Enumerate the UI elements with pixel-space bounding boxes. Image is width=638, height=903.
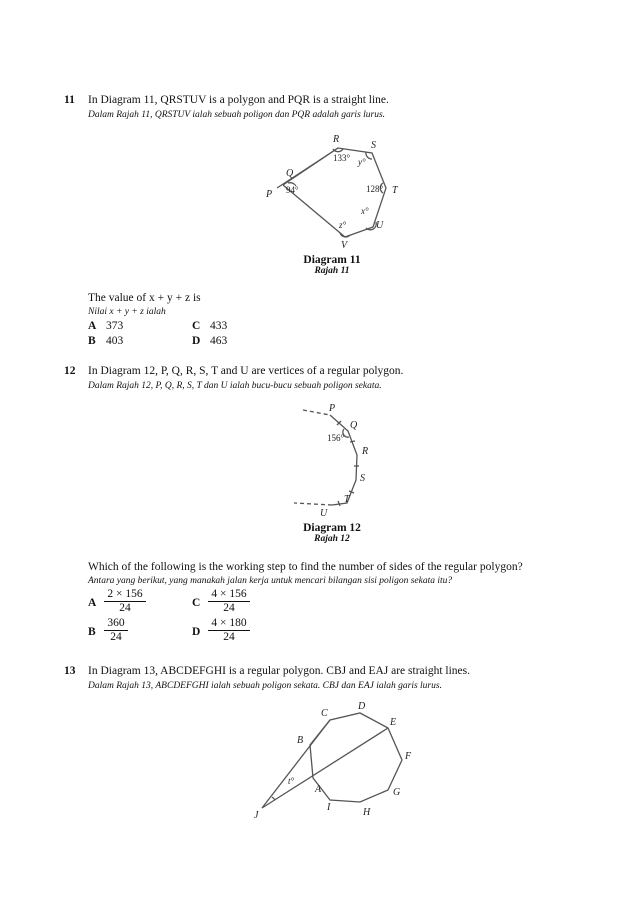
caption-en: Diagram 11 [303,254,361,266]
numerator: 360 [104,617,128,631]
angle-label-u: x° [361,206,369,216]
option-c-value[interactable]: 433 [210,320,228,332]
vertex-label-q: Q [350,420,358,431]
vertex-label-g: G [393,787,401,798]
vertex-label-s: S [360,473,365,484]
vertex-label-p: P [266,189,273,200]
question-stem-ms: Dalam Rajah 13, ABCDEFGHI ialah sebuah poligon sekata. CBJ dan EAJ ialah garis lurus. [88,681,442,691]
question-stem-ms: Dalam Rajah 11, QRSTUV ialah sebuah poligon dan PQR adalah garis lurus. [88,110,386,120]
option-b-fraction[interactable] [104,617,128,644]
vertex-label-v: V [341,240,348,251]
angle-label-q: 156° [327,433,345,443]
option-b-value[interactable]: 403 [106,335,124,347]
denominator: 24 [223,602,235,614]
vertex-label-q: Q [286,168,294,179]
angle-label-j: t° [288,776,295,786]
question-prompt-en: The value of x + y + z is [88,292,201,304]
option-d-fraction[interactable] [208,617,250,644]
numerator: 4 × 156 [208,588,250,602]
question-number: 13 [64,665,76,677]
option-c-label[interactable]: C [192,597,201,609]
numerator: 2 × 156 [104,588,146,602]
question-stem-en: In Diagram 13, ABCDEFGHI is a regular polygon. CBJ and EAJ are straight lines. [88,665,470,677]
angle-label-q: 94° [286,185,299,195]
option-c-label[interactable]: C [192,320,201,332]
vertex-label-s: S [371,140,376,151]
caption-en: Diagram 12 [303,522,361,534]
option-b-label[interactable]: B [88,335,96,347]
vertex-label-j: J [254,810,259,821]
denominator: 24 [119,602,131,614]
vertex-label-r: R [362,446,369,457]
question-prompt-ms: Nilai x + y + z ialah [88,307,166,317]
angle-label-r: 133° [333,153,351,163]
diagram-11-caption [232,254,432,276]
option-c-fraction[interactable] [208,588,250,615]
vertex-label-h: H [363,807,371,818]
question-stem-en: In Diagram 11, QRSTUV is a polygon and PQR is a straight line. [88,94,389,106]
option-d-label[interactable]: D [192,626,201,638]
vertex-label-u: U [376,220,384,231]
line-eaj [262,728,388,808]
dashed-edge-u [294,503,332,505]
option-b-label[interactable]: B [88,626,96,638]
diagram-12-caption [232,522,432,544]
denominator: 24 [110,631,122,643]
vertex-label-r: R [333,134,340,145]
angle-label-s: y° [358,157,366,167]
denominator: 24 [223,631,235,643]
question-stem-ms: Dalam Rajah 12, P, Q, R, S, T dan U ialah bucu-bucu sebuah poligon sekata. [88,381,382,391]
question-stem-en: In Diagram 12, P, Q, R, S, T and U are vertices of a regular polygon. [88,365,404,377]
vertex-label-b: B [297,735,304,746]
vertex-label-p: P [329,403,336,414]
option-a-label[interactable]: A [88,597,97,609]
question-number: 11 [64,94,75,106]
option-a-label[interactable]: A [88,320,97,332]
vertex-label-a: A [315,784,322,795]
question-prompt-ms: Antara yang berikut, yang manakah jalan kerja untuk mencari bilangan sisi poligon sekata itu? [88,576,453,586]
vertex-label-e: E [390,717,397,728]
caption-ms: Rajah 11 [314,266,350,276]
caption-ms: Rajah 12 [314,534,350,544]
question-number: 12 [64,365,76,377]
dashed-edge-p [303,410,330,415]
angle-label-v: z° [339,220,347,230]
question-prompt-en: Which of the following is the working step to find the number of sides of the regular polygon? [88,561,523,573]
vertex-label-d: D [358,701,366,712]
vertex-label-i: I [327,802,331,813]
angle-label-t: 128° [366,184,384,194]
option-a-fraction[interactable] [104,588,146,615]
option-d-label[interactable]: D [192,335,201,347]
vertex-label-t: T [344,494,350,505]
option-a-value[interactable]: 373 [106,320,124,332]
vertex-label-u: U [320,508,328,519]
tick-st [349,491,354,493]
angle-arc-j [272,797,275,800]
vertex-label-c: C [321,708,328,719]
tick-tu [338,501,340,506]
vertex-label-t: T [392,185,398,196]
tick-qr [350,441,355,442]
vertex-label-f: F [405,751,412,762]
option-d-value[interactable]: 463 [210,335,228,347]
numerator: 4 × 180 [208,617,250,631]
nonagon-abcdefghi [310,713,402,802]
